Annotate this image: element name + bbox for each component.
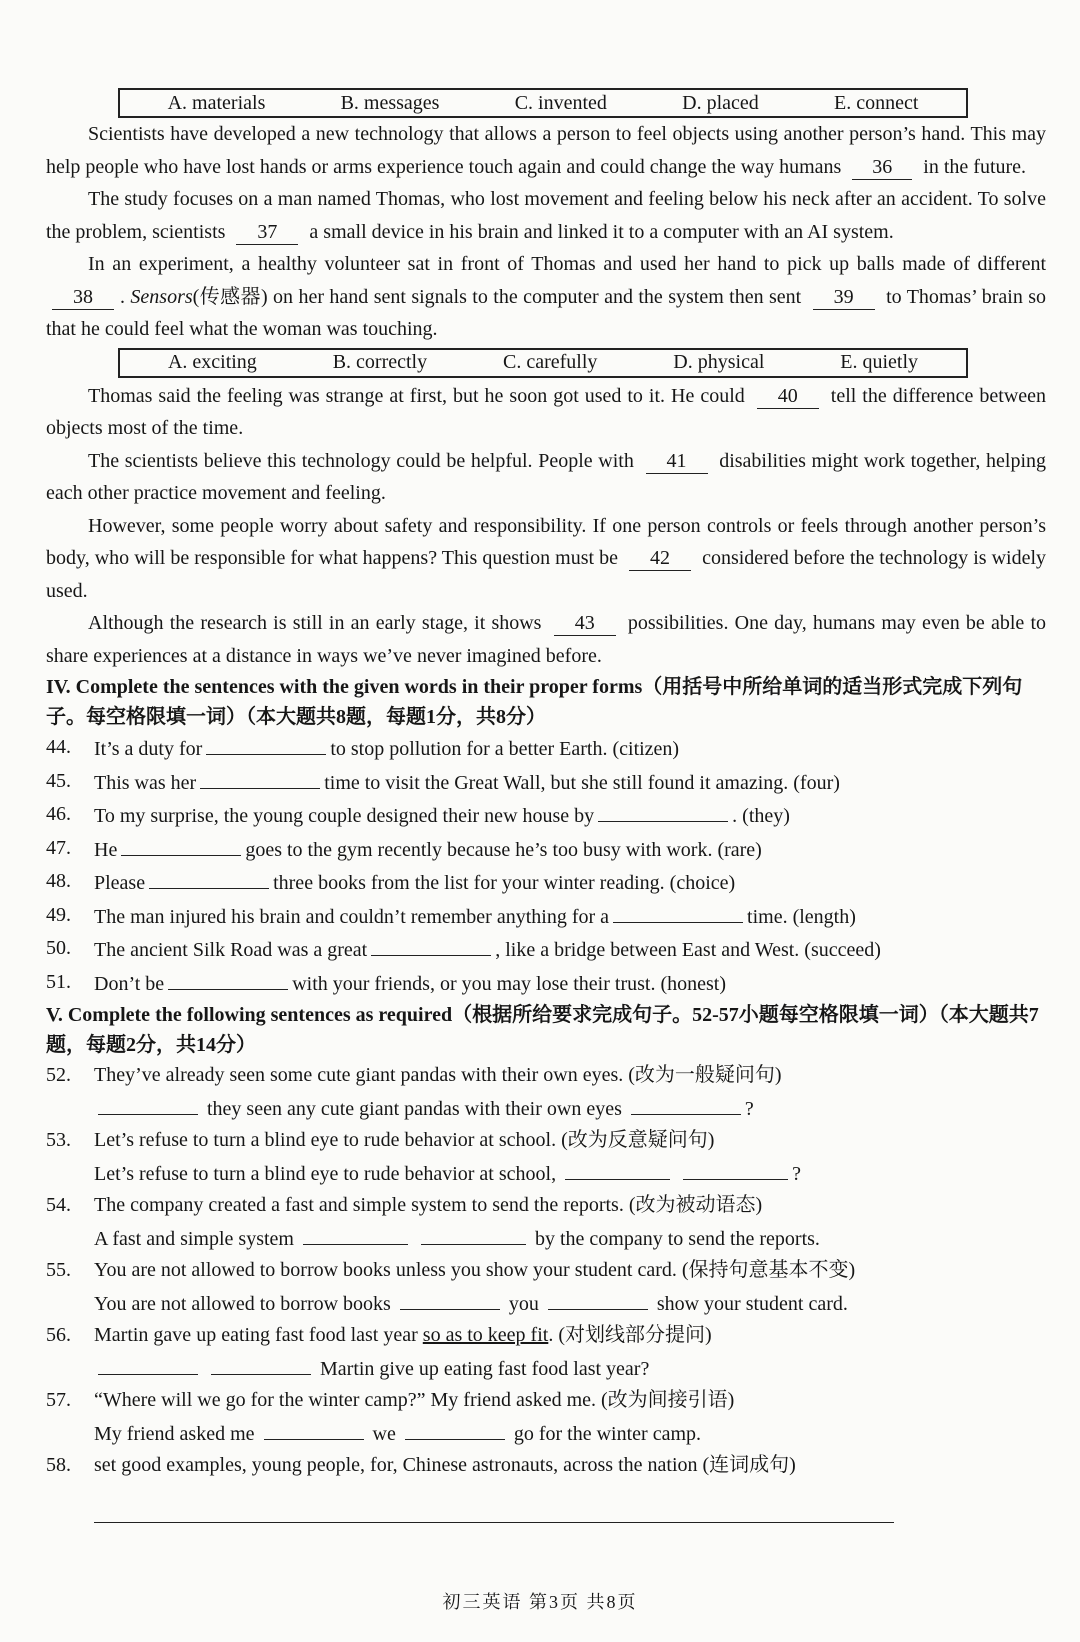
blank-37[interactable]: 37	[236, 220, 298, 245]
option: E. quietly	[840, 351, 919, 373]
option: D. physical	[673, 351, 765, 373]
word-box-1	[118, 88, 968, 118]
option: D. placed	[682, 91, 759, 114]
blank-39[interactable]: 39	[813, 285, 875, 310]
answer-blank[interactable]	[168, 967, 288, 990]
answer-line: Martin give up eating fast food last year?	[46, 1352, 1046, 1386]
answer-full-line[interactable]	[94, 1502, 894, 1523]
blank-38[interactable]: 38	[52, 285, 114, 310]
section-heading-iv: IV. Complete the sentences with the given words in their proper forms（用括号中所给单词的适当形式完成下列句子。每空格限填一词）（本大题共8题，每题1分，共8分）	[46, 676, 1023, 728]
answer-blank[interactable]	[98, 1352, 198, 1375]
answer-line: they seen any cute giant pandas with their own eyes ?	[46, 1092, 1046, 1126]
answer-blank[interactable]	[303, 1222, 408, 1245]
question-53: 53. Let’s refuse to turn a blind eye to rude behavior at school. (改为反意疑问句)	[46, 1129, 715, 1151]
answer-line: My friend asked me we go for the winter camp.	[46, 1417, 1046, 1451]
exam-page	[46, 88, 1046, 1523]
question-52: 52. They’ve already seen some cute giant pandas with their own eyes. (改为一般疑问句)	[46, 1064, 782, 1086]
answer-blank[interactable]	[98, 1092, 198, 1115]
answer-blank[interactable]	[264, 1417, 364, 1440]
question-54: 54. The company created a fast and simple system to send the reports. (改为被动语态)	[46, 1194, 763, 1216]
answer-blank[interactable]	[211, 1352, 311, 1375]
question-48: 48. Please three books from the list for your winter reading. (choice)	[46, 866, 1046, 900]
option: C. carefully	[503, 351, 598, 373]
passage-paragraph: However, some people worry about safety and responsibility. If one person controls or feels through another person’s body, who will be responsible for what happens? This question must be 42 considered before the technology is widely used.	[46, 514, 1047, 602]
answer-blank[interactable]	[405, 1417, 505, 1440]
answer-line: Let’s refuse to turn a blind eye to rude behavior at school, ?	[46, 1157, 1046, 1191]
question-49: 49. The man injured his brain and couldn’t remember anything for a time. (length)	[46, 900, 1046, 934]
blank-36[interactable]: 36	[852, 155, 912, 180]
option: A. exciting	[167, 351, 257, 373]
answer-blank[interactable]	[149, 866, 269, 889]
page-footer: 初三英语 第3页 共8页	[442, 1592, 638, 1612]
answer-blank[interactable]	[598, 799, 728, 822]
answer-blank[interactable]	[548, 1287, 648, 1310]
answer-blank[interactable]	[200, 766, 320, 789]
answer-blank[interactable]	[371, 933, 491, 956]
blank-41[interactable]: 41	[646, 449, 708, 474]
option: A. materials	[167, 91, 266, 114]
section-iv-questions	[46, 732, 1046, 1000]
passage-paragraph: Thomas said the feeling was strange at first, but he soon got used to it. He could 40 tell the difference between objects most of the time.	[46, 384, 1047, 439]
passage-paragraph: Although the research is still in an early stage, it shows 43 possibilities. One day, humans may even be able to share experiences at a distance in ways we’ve never imagined before.	[46, 612, 1047, 667]
answer-blank[interactable]	[121, 833, 241, 856]
answer-blank[interactable]	[631, 1092, 741, 1115]
passage-paragraph: In an experiment, a healthy volunteer sat in front of Thomas and used her hand to pick up balls made of different 38 . Sensors(传感器) on her hand sent signals to the computer and the system then sent 39 to Thomas’ brain so that he could feel what the woman was touching.	[46, 253, 1047, 340]
question-45: 45. This was her time to visit the Great Wall, but she still found it amazing. (four)	[46, 766, 1046, 800]
question-55: 55. You are not allowed to borrow books unless you show your student card. (保持句意基本不变)	[46, 1259, 856, 1281]
section-heading-v: V. Complete the following sentences as required（根据所给要求完成句子。52-57小题每空格限填一词）（本大题共7题，每题2分，共14分）	[46, 1004, 1039, 1056]
answer-blank[interactable]	[421, 1222, 526, 1245]
question-44: 44. It’s a duty for to stop pollution for a better Earth. (citizen)	[46, 732, 1046, 766]
word-box-2	[118, 348, 968, 378]
blank-42[interactable]: 42	[629, 546, 691, 571]
answer-blank[interactable]	[613, 900, 743, 923]
passage-paragraph: The scientists believe this technology could be helpful. People with 41 disabilities might work together, helping each other practice movement and feeling.	[46, 449, 1047, 504]
answer-line: You are not allowed to borrow books you show your student card.	[46, 1287, 1046, 1321]
underlined-phrase: so as to keep fit	[422, 1324, 549, 1346]
answer-blank[interactable]	[565, 1157, 670, 1180]
option: C. invented	[514, 91, 607, 114]
question-46: 46. To my surprise, the young couple designed their new house by . (they)	[46, 799, 1046, 833]
question-58: 58. set good examples, young people, for, Chinese astronauts, across the nation (连词成句)	[46, 1454, 796, 1476]
section-v-questions	[46, 1060, 1046, 1523]
question-51: 51. Don’t be with your friends, or you may lose their trust. (honest)	[46, 967, 1046, 1001]
option: B. messages	[340, 91, 440, 114]
answer-blank[interactable]	[683, 1157, 788, 1180]
question-47: 47. He goes to the gym recently because he’s too busy with work. (rare)	[46, 833, 1046, 867]
blank-43[interactable]: 43	[554, 611, 616, 636]
question-56: 56. Martin gave up eating fast food last year so as to keep fit. (对划线部分提问)	[46, 1324, 712, 1346]
answer-blank[interactable]	[206, 732, 326, 755]
blank-40[interactable]: 40	[757, 384, 819, 409]
question-50: 50. The ancient Silk Road was a great , like a bridge between East and West. (succeed)	[46, 933, 1046, 967]
option: E. connect	[833, 91, 919, 114]
answer-blank[interactable]	[400, 1287, 500, 1310]
option: B. correctly	[332, 351, 428, 373]
question-57: 57. “Where will we go for the winter camp?” My friend asked me. (改为间接引语)	[46, 1389, 735, 1411]
passage-paragraph: The study focuses on a man named Thomas, who lost movement and feeling below his neck after an accident. To solve the problem, scientists 37 a small device in his brain and linked it to a computer with an AI system.	[46, 188, 1046, 243]
answer-line: A fast and simple system by the company to send the reports.	[46, 1222, 1046, 1256]
passage-paragraph: Scientists have developed a new technology that allows a person to feel objects using another person’s hand. This may help people who have lost hands or arms experience touch again and could change the way humans 36 in the future.	[46, 123, 1046, 178]
